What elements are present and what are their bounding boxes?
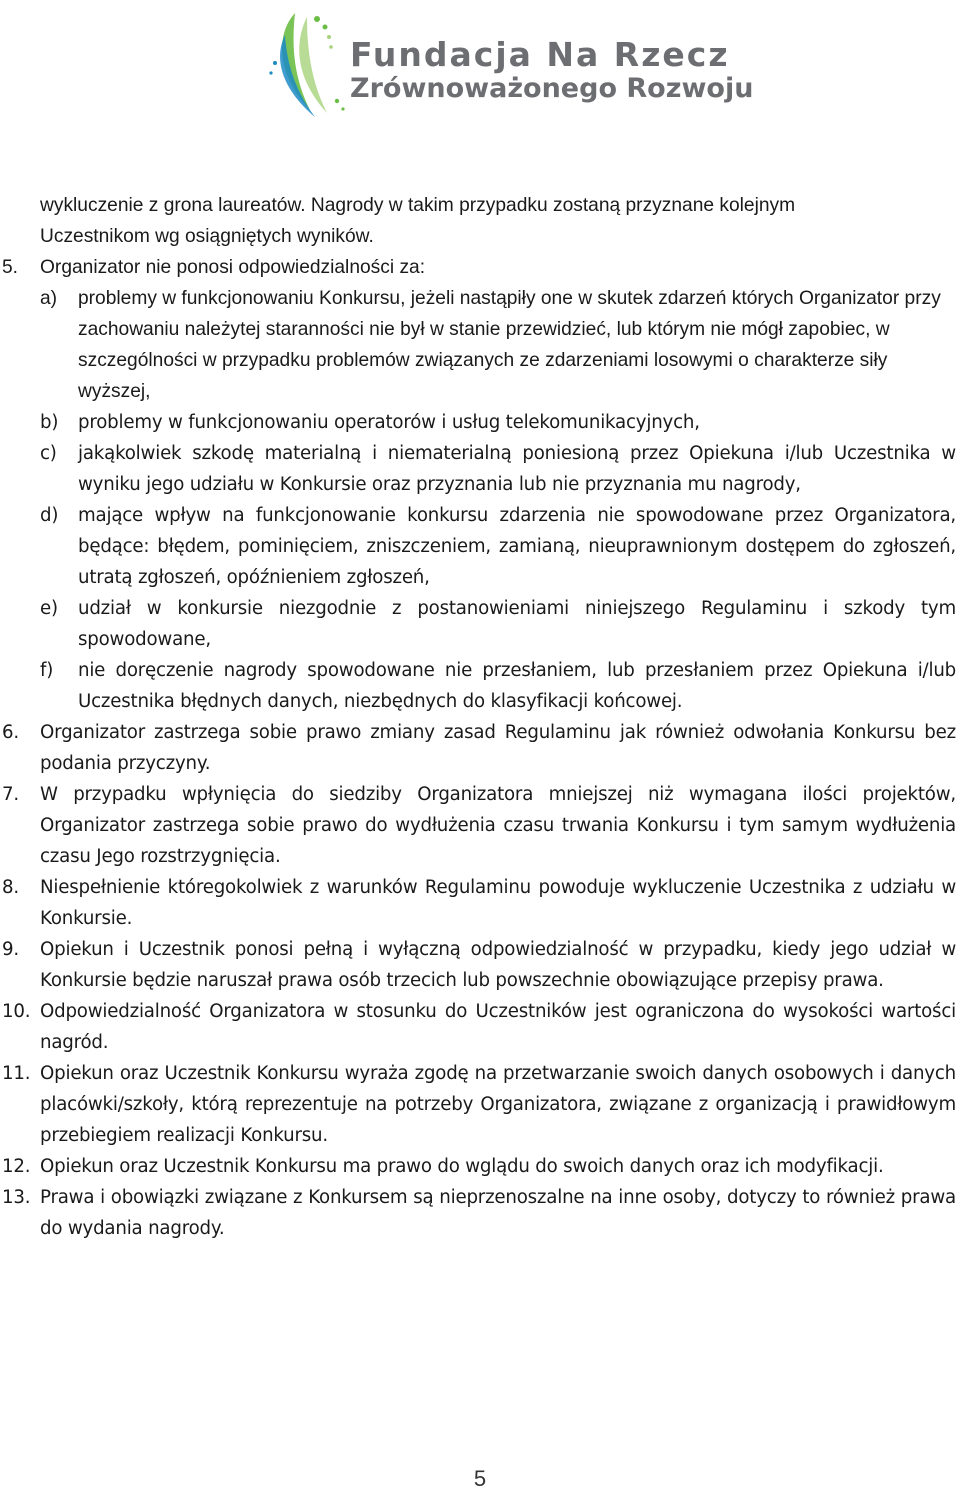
list-item-text: Organizator nie ponosi odpowiedzialności za: xyxy=(40,257,426,278)
list-item-text: Odpowiedzialność Organizatora w stosunku do Uczestników jest ograniczona do wysokości wartości nagród. xyxy=(40,1001,956,1053)
list-item-5 xyxy=(0,252,960,283)
list-item-text: Niespełnienie któregokolwiek z warunków Regulaminu powoduje wykluczenie Uczestnika z udziału w Konkursie. xyxy=(40,877,956,929)
sub-text: jakąkolwiek szkodę materialną i niematerialną poniesioną przez Opiekuna i/lub Uczestnika w wyniku jego udziału w Konkursie oraz przyznania lub nie przyznania mu nagrody, xyxy=(78,443,956,495)
list-number: 11. xyxy=(2,1063,31,1084)
list-item-9 xyxy=(0,934,960,996)
list-number: 8. xyxy=(2,877,19,898)
intro-continuation xyxy=(0,190,960,252)
leaf-swirl-logo-icon xyxy=(255,5,355,125)
sub-item-b xyxy=(0,407,960,438)
intro-line-1: wykluczenie z grona laureatów. Nagrody w takim przypadku zostaną przyznane kolejnym xyxy=(40,195,796,216)
sub-label: f) xyxy=(40,660,54,681)
list-item-text: Organizator zastrzega sobie prawo zmiany zasad Regulaminu jak również odwołania Konkursu bez podania przyczyny. xyxy=(40,722,956,774)
sub-text: udział w konkursie niezgodnie z postanowieniami niniejszego Regulaminu i szkody tym spowodowane, xyxy=(78,598,956,650)
foundation-logo xyxy=(255,5,754,125)
sub-label: a) xyxy=(40,288,58,309)
list-item-12 xyxy=(0,1151,960,1182)
logo-title-line1: Fundacja Na Rzecz xyxy=(350,35,730,74)
sub-label: b) xyxy=(40,412,59,433)
list-item-6 xyxy=(0,717,960,779)
sub-label: c) xyxy=(40,443,57,464)
sub-label: d) xyxy=(40,505,59,526)
list-item-text: Prawa i obowiązki związane z Konkursem są nieprzenoszalne na inne osoby, dotyczy to również prawa do wydania nagrody. xyxy=(40,1187,956,1239)
page-number: 5 xyxy=(473,1466,487,1491)
list-item-8 xyxy=(0,872,960,934)
list-number: 7. xyxy=(2,784,19,805)
list-item-7 xyxy=(0,779,960,872)
list-number: 5. xyxy=(2,257,19,278)
sub-text: mające wpływ na funkcjonowanie konkursu zdarzenia nie spowodowane przez Organizatora, będące: błędem, pominięciem, zniszczeniem, zamianą, nieuprawnionym dostępem do zgłoszeń, utratą zgłoszeń, opóźnieniem zgłoszeń, xyxy=(78,505,956,588)
list-item-text: Opiekun oraz Uczestnik Konkursu ma prawo do wglądu do swoich danych oraz ich modyfikacji. xyxy=(40,1156,884,1177)
sub-item-a xyxy=(0,283,960,407)
list-number: 12. xyxy=(2,1156,31,1177)
sub-item-c xyxy=(0,438,960,500)
sub-text: nie doręczenie nagrody spowodowane nie przesłaniem, lub przesłaniem przez Opiekuna i/lub Uczestnika błędnych danych, niezbędnych do klasyfikacji końcowej. xyxy=(78,660,956,712)
sub-label: e) xyxy=(40,598,58,619)
list-item-13 xyxy=(0,1182,960,1244)
list-number: 13. xyxy=(2,1187,31,1208)
sub-item-d xyxy=(0,500,960,593)
list-item-text: Opiekun oraz Uczestnik Konkursu wyraża zgodę na przetwarzanie swoich danych osobowych i danych placówki/szkoły, którą reprezentuje na potrzeby Organizatora, związane z organizacją i prawidłowym przebiegiem realizacji Konkursu. xyxy=(40,1063,956,1146)
list-item-11 xyxy=(0,1058,960,1151)
intro-line-2: Uczestnikom wg osiągniętych wyników. xyxy=(40,226,374,247)
sub-item-f xyxy=(0,655,960,717)
list-number: 6. xyxy=(2,722,19,743)
sub-text: problemy w funkcjonowaniu Konkursu, jeżeli nastąpiły one w skutek zdarzeń których Organizator przy zachowaniu należytej staranności nie był w stanie przewidzieć, lub którym nie mógł zapobiec, w szczególności w przypadku problemów związanych ze zdarzeniami losowymi o charakterze siły wyższej, xyxy=(78,288,941,402)
list-item-text: Opiekun i Uczestnik ponosi pełną i wyłączną odpowiedzialność w przypadku, kiedy jego udział w Konkursie będzie naruszał prawa osób trzecich lub powszechnie obowiązujące przepisy prawa. xyxy=(40,939,956,991)
document-body xyxy=(0,190,960,1244)
list-number: 10. xyxy=(2,1001,31,1022)
sub-item-e xyxy=(0,593,960,655)
list-number: 9. xyxy=(2,939,19,960)
list-item-10 xyxy=(0,996,960,1058)
list-item-text: W przypadku wpłynięcia do siedziby Organizatora mniejszej niż wymagana ilości projektów, Organizator zastrzega sobie prawo do wydłużenia czasu trwania Konkursu i tym samym wydłużenia czasu Jego rozstrzygnięcia. xyxy=(40,784,956,867)
sub-text: problemy w funkcjonowaniu operatorów i usług telekomunikacyjnych, xyxy=(78,412,700,433)
logo-title-line2: Zrównoważonego Rozwoju xyxy=(350,73,754,104)
